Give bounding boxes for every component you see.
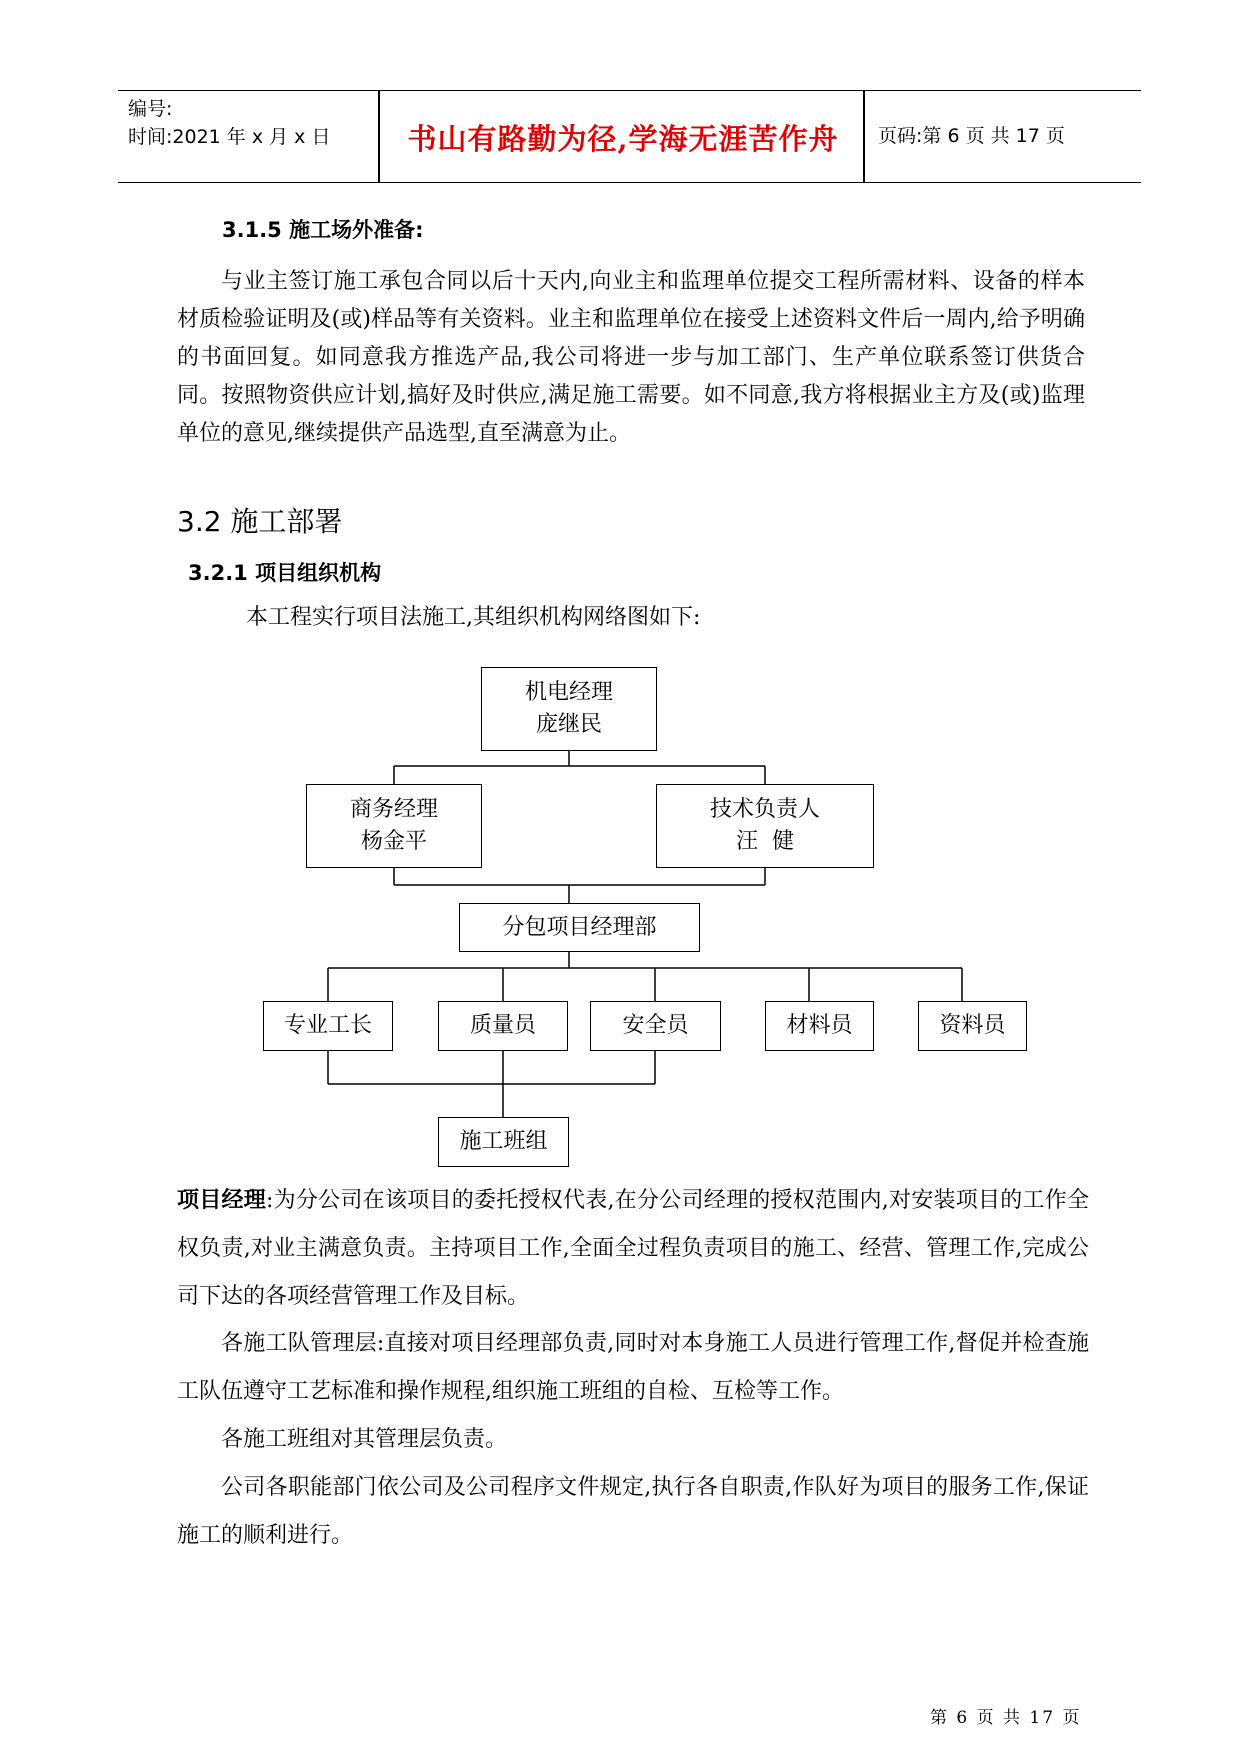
section-heading-3-2-1: 3.2.1 项目组织机构 <box>188 561 382 585</box>
document-number-label: 编号: <box>128 98 173 120</box>
org-box-title: 商务经理 <box>349 797 438 822</box>
section-3-1-5-paragraph: 与业主签订施工承包合同以后十天内,向业主和监理单位提交工程所需材料、设备的样本材质检验证明及(或)样品等有关资料。业主和监理单位在接受上述资料文件后一周内,给予明确的书面回复。如同意我方推选产品,我公司将进一步与加工部门、生产单位联系签订供货合同。按照物资供应计划,搞好及时供应,满足施工需要。如不同意,我方将根据业主方及(或)监理单位的意见,继续提供产品选型,直至满意为止。 <box>177 269 1085 446</box>
org-box-mep-manager <box>481 667 657 751</box>
org-box-person: 杨金平 <box>360 829 427 854</box>
section-heading-3-2: 3.2 施工部署 <box>177 505 343 538</box>
org-box-person: 汪 健 <box>736 829 794 854</box>
header-page-label: 页码:第 6 页 共 17 页 <box>878 125 1065 147</box>
document-time-label: 时间:2021 年 x 月 x 日 <box>128 126 331 148</box>
org-box-title: 资料员 <box>939 1013 1006 1038</box>
departments-paragraph: 公司各职能部门依公司及公司程序文件规定,执行各自职责,作队好为项目的服务工作,保证施工的顺利进行。 <box>177 1475 1089 1548</box>
org-box-staff <box>918 1001 1027 1051</box>
page-footer: 第 6 页 共 17 页 <box>930 1708 1082 1728</box>
header-motto: 书山有路勤为径,学海无涯苦作舟 <box>407 122 839 156</box>
org-box-staff <box>263 1001 393 1051</box>
org-box-staff <box>438 1001 568 1051</box>
pm-description <box>177 1177 1089 1321</box>
team-management-paragraph: 各施工队管理层:直接对项目经理部负责,同时对本身施工人员进行管理工作,督促并检查施工队伍遵守工艺标准和操作规程,组织施工班组的自检、互检等工作。 <box>177 1331 1089 1404</box>
org-box-title: 机电经理 <box>524 680 613 705</box>
org-box-subcontract-dept <box>459 903 700 952</box>
org-chart-intro: 本工程实行项目法施工,其组织机构网络图如下: <box>246 605 701 630</box>
pm-label: 项目经理 <box>177 1188 267 1213</box>
org-box-work-team <box>438 1117 569 1167</box>
org-box-title: 质量员 <box>469 1013 536 1038</box>
org-box-title: 分包项目经理部 <box>502 914 657 940</box>
org-box-business-manager <box>306 784 482 868</box>
org-box-title: 专业工长 <box>283 1013 372 1038</box>
org-box-title: 施工班组 <box>459 1129 548 1154</box>
org-box-staff <box>765 1001 874 1051</box>
org-box-title: 材料员 <box>786 1013 853 1038</box>
org-box-staff <box>590 1001 721 1051</box>
org-box-person: 庞继民 <box>535 712 602 737</box>
pm-text: :为分公司在该项目的委托授权代表,在分公司经理的授权范围内,对安装项目的工作全权负责,对业主满意负责。主持项目工作,全面全过程负责项目的施工、经营、管理工作,完成公司下达的各项经营管理工作及目标。 <box>177 1188 1089 1309</box>
section-heading-3-1-5: 3.1.5 施工场外准备: <box>222 218 424 242</box>
org-box-title: 技术负责人 <box>709 797 820 822</box>
org-box-title: 安全员 <box>622 1013 689 1038</box>
team-responsibility-paragraph: 各施工班组对其管理层负责。 <box>221 1427 508 1452</box>
org-box-technical-lead <box>656 784 874 868</box>
